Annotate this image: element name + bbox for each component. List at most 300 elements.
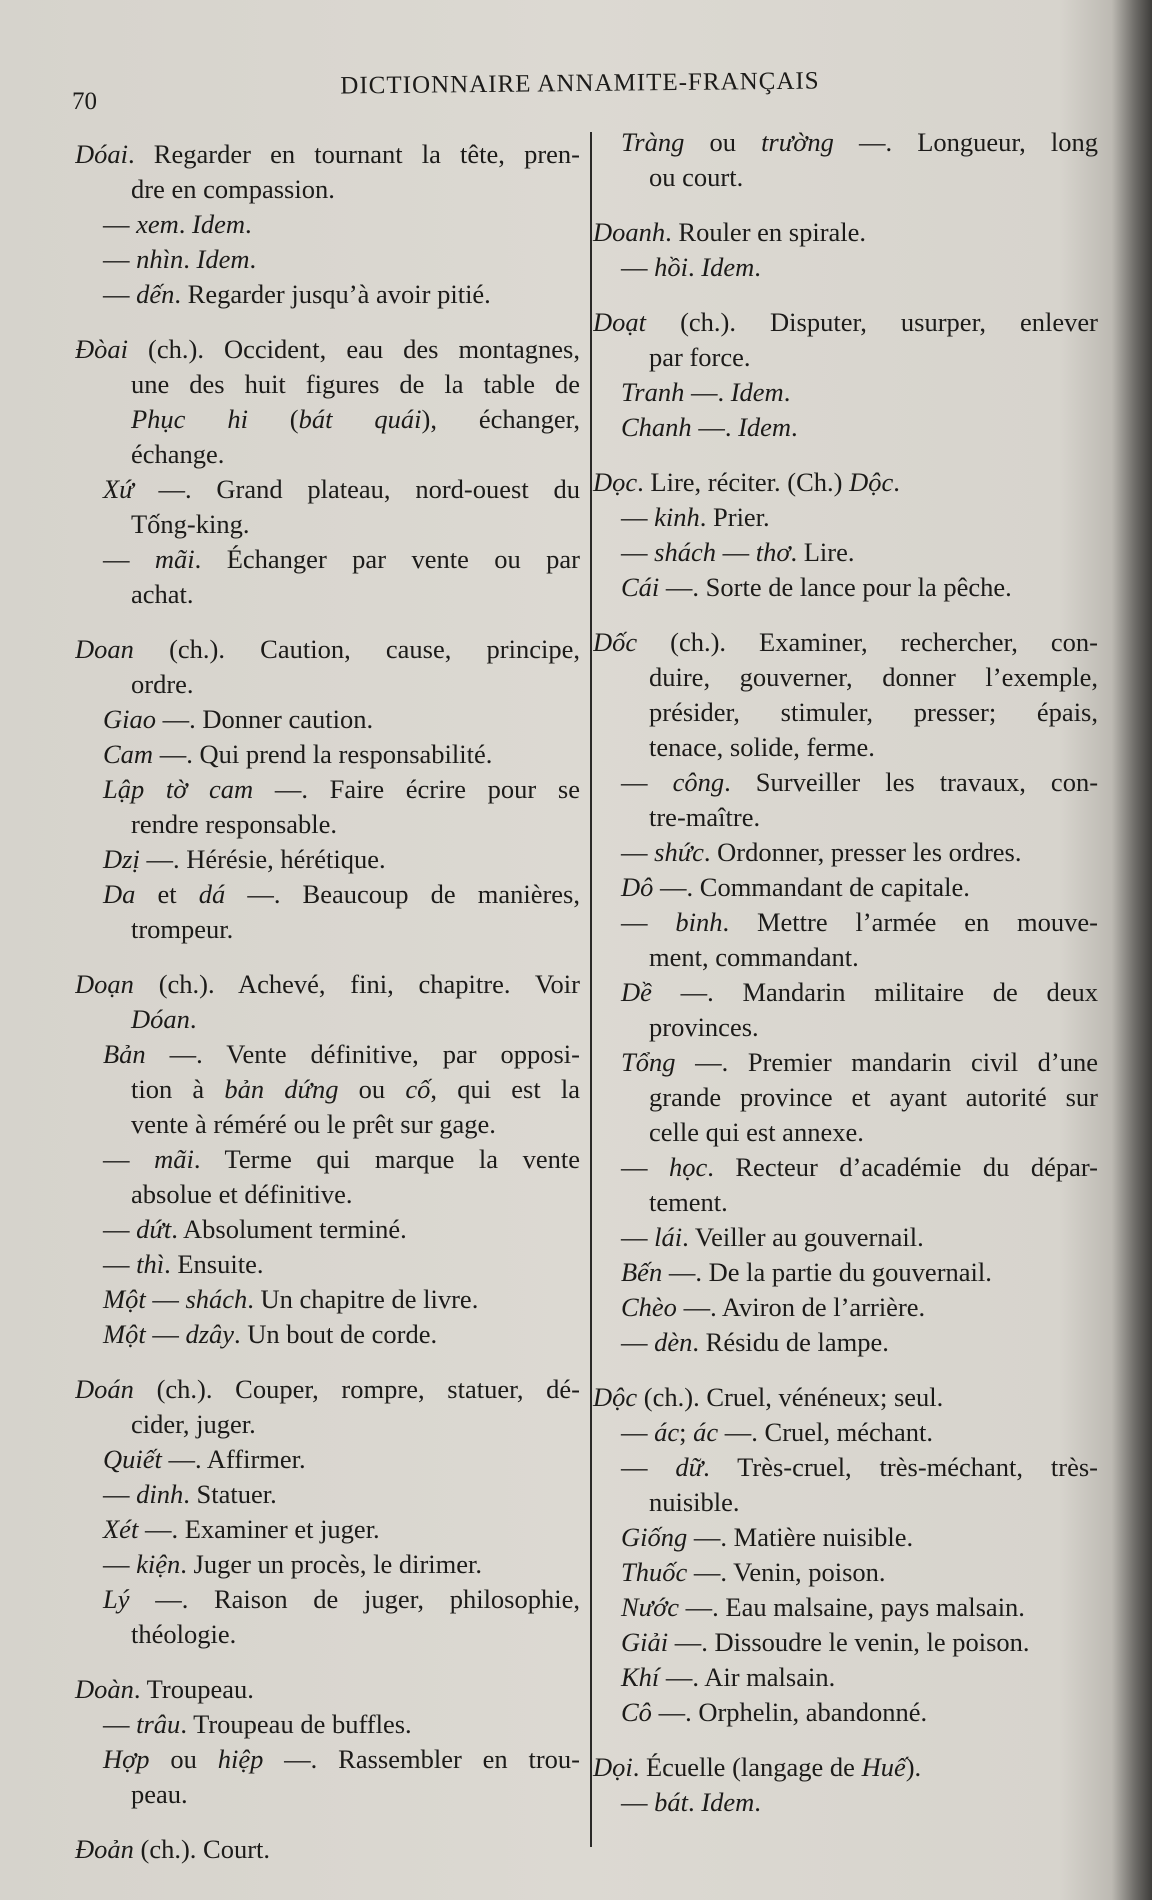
italic-term: dzây xyxy=(185,1319,235,1349)
entry-headword-definition xyxy=(593,305,1098,375)
entry-subdefinition xyxy=(593,570,1098,605)
text-line xyxy=(593,1555,1098,1590)
text-line xyxy=(75,1072,580,1107)
text-segment: (ch.). Disputer, usurper, enlever xyxy=(646,307,1098,337)
dictionary-entry xyxy=(75,1372,580,1652)
text-segment: vente à réméré ou le prêt sur gage. xyxy=(131,1109,496,1139)
text-line xyxy=(75,242,580,277)
text-segment: une des huit figures de la table de xyxy=(131,369,580,399)
italic-term: Lập tờ cam xyxy=(103,774,254,804)
italic-term: Doanh xyxy=(593,217,666,247)
text-segment: présider, stimuler, presser; épais, xyxy=(649,697,1098,727)
text-line xyxy=(593,1450,1098,1485)
entry-subdefinition xyxy=(593,1590,1098,1625)
text-segment: — xyxy=(621,767,673,797)
italic-term: Idem xyxy=(701,252,755,282)
text-segment: . Regarder jusqu’à avoir pitié. xyxy=(174,279,491,309)
italic-term: shách xyxy=(654,537,716,567)
text-line xyxy=(75,1477,580,1512)
entry-subdefinition xyxy=(593,765,1098,835)
text-segment: . Troupeau de buffles. xyxy=(180,1709,412,1739)
text-line xyxy=(75,437,580,472)
text-line xyxy=(593,1520,1098,1555)
text-segment: . Mettre l’armée en mouve- xyxy=(722,907,1098,937)
italic-term: Chèo xyxy=(621,1292,677,1322)
italic-term: Doạn xyxy=(75,969,134,999)
text-segment: rendre responsable. xyxy=(131,809,338,839)
text-line xyxy=(593,835,1098,870)
italic-term: dứt xyxy=(136,1214,172,1244)
italic-term: Một xyxy=(103,1284,146,1314)
entry-subdefinition xyxy=(75,1212,580,1247)
entry-subdefinition xyxy=(593,1415,1098,1450)
text-line xyxy=(75,1442,580,1477)
entry-subdefinition xyxy=(593,1785,1098,1820)
italic-term: công xyxy=(672,767,725,797)
text-segment: ou court. xyxy=(649,162,744,192)
italic-term: Bản xyxy=(103,1039,146,1069)
text-line xyxy=(75,1512,580,1547)
text-segment: —. Donner caution. xyxy=(156,704,374,734)
entry-headword-definition xyxy=(593,215,1098,250)
text-segment: —. Vente définitive, par opposi- xyxy=(145,1039,580,1069)
entry-subdefinition xyxy=(593,1255,1098,1290)
text-segment: dre en compassion. xyxy=(131,174,335,204)
text-segment: . xyxy=(249,244,257,274)
text-segment: . Terme qui marque la vente xyxy=(193,1144,580,1174)
text-line xyxy=(593,465,1098,500)
entry-subdefinition xyxy=(75,1547,580,1582)
entry-subdefinition xyxy=(75,1142,580,1212)
italic-term: Dóan xyxy=(131,1004,190,1034)
text-segment: — xyxy=(103,1144,155,1174)
entry-headword-definition xyxy=(75,1672,580,1707)
text-line xyxy=(75,1212,580,1247)
text-segment: — xyxy=(103,209,137,239)
text-segment: par force. xyxy=(649,342,751,372)
entry-subdefinition xyxy=(75,1707,580,1742)
text-line xyxy=(75,207,580,242)
text-segment: . Ordonner, presser les ordres. xyxy=(703,837,1022,867)
text-segment: — xyxy=(715,537,756,567)
entry-subdefinition xyxy=(75,1282,580,1317)
text-segment: —. Mandarin militaire de deux xyxy=(651,977,1098,1007)
italic-term: nhìn xyxy=(136,244,184,274)
text-segment: Tống-king. xyxy=(131,509,250,539)
text-line xyxy=(593,1695,1098,1730)
dictionary-entry xyxy=(593,305,1098,445)
italic-term: Hợp xyxy=(103,1744,150,1774)
italic-term: thì xyxy=(136,1249,165,1279)
text-segment: —. Faire écrire pour se xyxy=(253,774,580,804)
text-line xyxy=(75,967,580,1002)
text-segment: — xyxy=(145,1319,186,1349)
italic-term: ác xyxy=(693,1417,719,1447)
text-segment: . xyxy=(893,467,900,497)
dictionary-entry xyxy=(593,465,1098,605)
text-segment: . Un chapitre de livre. xyxy=(247,1284,479,1314)
text-segment: —. xyxy=(684,377,731,407)
text-segment: . Lire. xyxy=(790,537,855,567)
text-line xyxy=(593,905,1098,940)
text-line xyxy=(75,542,580,577)
text-line xyxy=(75,137,580,172)
text-line xyxy=(593,1185,1098,1220)
italic-term: Dô xyxy=(621,872,654,902)
entry-subdefinition xyxy=(75,242,580,277)
text-segment: — xyxy=(621,1452,676,1482)
italic-term: Dóai xyxy=(75,139,128,169)
text-segment: —. Air malsain. xyxy=(659,1662,836,1692)
entry-subdefinition xyxy=(75,1317,580,1352)
text-segment: absolue et définitive. xyxy=(131,1179,353,1209)
dictionary-entry xyxy=(593,625,1098,1360)
entry-subdefinition xyxy=(593,1045,1098,1150)
text-line xyxy=(75,1672,580,1707)
entry-subdefinition xyxy=(75,277,580,312)
text-line xyxy=(593,410,1098,445)
italic-term: kiện xyxy=(136,1549,181,1579)
text-segment: —. Cruel, méchant. xyxy=(718,1417,934,1447)
italic-term: cố xyxy=(405,1074,431,1104)
text-line xyxy=(593,1290,1098,1325)
entry-headword-definition xyxy=(593,1750,1098,1785)
text-segment: (ch.). Examiner, rechercher, con- xyxy=(637,627,1098,657)
entry-headword-definition xyxy=(593,465,1098,500)
italic-term: ác xyxy=(654,1417,680,1447)
entry-subdefinition xyxy=(75,1442,580,1477)
text-segment: nuisible. xyxy=(649,1487,740,1517)
entry-subdefinition xyxy=(75,877,580,947)
text-segment: . xyxy=(178,209,193,239)
italic-term: bát xyxy=(654,1787,688,1817)
text-line xyxy=(593,1485,1098,1520)
italic-term: Một xyxy=(103,1319,146,1349)
text-line xyxy=(593,375,1098,410)
text-line xyxy=(593,340,1098,375)
entry-subdefinition xyxy=(593,410,1098,445)
text-line xyxy=(75,667,580,702)
text-segment: —. Eau malsaine, pays malsain. xyxy=(679,1592,1025,1622)
text-segment: . Recteur d’académie du dépar- xyxy=(707,1152,1098,1182)
text-segment: —. Dissoudre le venin, le poison. xyxy=(668,1627,1030,1657)
text-line xyxy=(593,125,1098,160)
text-segment: . Troupeau. xyxy=(133,1674,254,1704)
text-line xyxy=(593,870,1098,905)
dictionary-entry xyxy=(75,1832,580,1867)
italic-term: hiệp xyxy=(217,1744,264,1774)
italic-term: Cái xyxy=(621,572,660,602)
text-segment: — xyxy=(621,537,655,567)
text-segment: . Résidu de lampe. xyxy=(692,1327,889,1357)
text-line xyxy=(75,1372,580,1407)
text-segment: (ch.). Cruel, vénéneux; seul. xyxy=(637,1382,944,1412)
italic-term: dữ xyxy=(675,1452,704,1482)
italic-term: Giao xyxy=(103,704,156,734)
entry-subdefinition xyxy=(593,1625,1098,1660)
text-segment: ( xyxy=(247,404,299,434)
text-line xyxy=(75,367,580,402)
text-line xyxy=(593,730,1098,765)
italic-term: bát quái xyxy=(298,404,422,434)
text-segment: . Absolument terminé. xyxy=(171,1214,407,1244)
italic-term: Tổng xyxy=(621,1047,676,1077)
text-segment: — xyxy=(103,279,137,309)
text-segment: ), échanger, xyxy=(421,404,580,434)
text-segment: — xyxy=(621,1787,655,1817)
italic-term: Phục hi xyxy=(131,404,248,434)
text-line xyxy=(75,842,580,877)
text-line xyxy=(75,332,580,367)
page-number: 70 xyxy=(72,88,97,115)
text-line xyxy=(593,940,1098,975)
entry-headword-definition xyxy=(593,1380,1098,1415)
text-line xyxy=(593,1045,1098,1080)
italic-term: Dọc xyxy=(593,467,638,497)
text-segment: —. Rassembler en trou- xyxy=(263,1744,580,1774)
text-segment: (ch.). Occident, eau des montagnes, xyxy=(128,334,580,364)
text-segment: — xyxy=(621,1222,655,1252)
text-segment: . Surveiller les travaux, con- xyxy=(724,767,1098,797)
column-divider xyxy=(590,132,592,1847)
text-segment: — xyxy=(145,1284,186,1314)
text-segment: . Rouler en spirale. xyxy=(665,217,867,247)
right-column xyxy=(593,125,1098,1840)
text-segment: échange. xyxy=(131,439,225,469)
text-line xyxy=(593,535,1098,570)
text-line xyxy=(593,570,1098,605)
entry-subdefinition xyxy=(593,375,1098,410)
italic-term: Chanh xyxy=(621,412,692,442)
entry-subdefinition xyxy=(75,702,580,737)
text-line xyxy=(75,1177,580,1212)
text-segment: — xyxy=(103,1709,137,1739)
text-segment: . Regarder en tournant la tête, pren- xyxy=(128,139,580,169)
dictionary-entry xyxy=(75,1672,580,1812)
text-segment: —. xyxy=(691,412,739,442)
text-segment: — xyxy=(103,1249,137,1279)
text-segment: —. Premier mandarin civil d’une xyxy=(675,1047,1098,1077)
text-segment: , qui est la xyxy=(430,1074,580,1104)
text-segment: . Prier. xyxy=(699,502,770,532)
italic-term: dèn xyxy=(654,1327,693,1357)
italic-term: Tranh xyxy=(621,377,685,407)
italic-term: dến xyxy=(136,279,175,309)
dictionary-entry xyxy=(593,1380,1098,1730)
text-line xyxy=(593,305,1098,340)
text-line xyxy=(593,1660,1098,1695)
text-line xyxy=(75,1832,580,1867)
text-line xyxy=(593,1010,1098,1045)
text-segment: peau. xyxy=(131,1779,188,1809)
text-segment: —. Commandant de capitale. xyxy=(653,872,970,902)
entry-headword-definition xyxy=(75,1372,580,1442)
italic-term: Da xyxy=(103,879,136,909)
text-line xyxy=(593,1325,1098,1360)
text-line xyxy=(593,765,1098,800)
text-segment: —. Venin, poison. xyxy=(687,1557,886,1587)
text-line xyxy=(593,160,1098,195)
text-segment: —. Orphelin, abandonné. xyxy=(651,1697,928,1727)
entry-subdefinition xyxy=(593,125,1098,195)
entry-subdefinition xyxy=(75,207,580,242)
text-line xyxy=(593,500,1098,535)
text-line xyxy=(75,877,580,912)
text-segment: —. Beaucoup de manières, xyxy=(225,879,580,909)
left-column xyxy=(75,137,580,1887)
text-line xyxy=(75,1617,580,1652)
italic-term: Idem xyxy=(730,377,784,407)
text-segment: . Lire, réciter. (Ch.) xyxy=(637,467,850,497)
text-segment: — xyxy=(103,1214,137,1244)
italic-term: hồi xyxy=(654,252,688,282)
text-segment: . xyxy=(245,209,252,239)
entry-subdefinition xyxy=(75,1477,580,1512)
text-segment: . Échanger par vente ou par xyxy=(194,544,580,574)
text-segment: . xyxy=(783,377,791,407)
text-segment: (ch.). Caution, cause, principe, xyxy=(133,634,580,664)
text-segment: —. Matière nuisible. xyxy=(687,1522,914,1552)
text-line xyxy=(75,402,580,437)
text-segment: . Juger un procès, le dirimer. xyxy=(180,1549,482,1579)
text-line xyxy=(593,250,1098,285)
italic-term: Xứ xyxy=(103,474,134,504)
text-line xyxy=(593,1115,1098,1150)
dictionary-entry xyxy=(593,125,1098,195)
running-title: DICTIONNAIRE ANNAMITE-FRANÇAIS xyxy=(340,67,820,100)
italic-term: Giống xyxy=(621,1522,688,1552)
italic-term: Idem xyxy=(738,412,792,442)
text-segment: achat. xyxy=(131,579,194,609)
text-line xyxy=(75,277,580,312)
text-segment: . Écuelle (langage de xyxy=(632,1752,862,1782)
text-segment: . Un bout de corde. xyxy=(234,1319,438,1349)
entry-subdefinition xyxy=(75,1247,580,1282)
dictionary-entry xyxy=(75,632,580,947)
italic-term: Dzị xyxy=(103,844,140,874)
text-segment: cider, juger. xyxy=(131,1409,256,1439)
text-segment: — xyxy=(103,244,137,274)
italic-term: Đòai xyxy=(75,334,128,364)
text-line xyxy=(593,625,1098,660)
italic-term: Cam xyxy=(103,739,154,769)
text-segment: —. Aviron de l’arrière. xyxy=(676,1292,926,1322)
entry-subdefinition xyxy=(593,500,1098,535)
italic-term: Cô xyxy=(621,1697,652,1727)
text-line xyxy=(75,1142,580,1177)
italic-term: Đoản xyxy=(75,1834,134,1864)
text-line xyxy=(593,660,1098,695)
italic-term: Xét xyxy=(103,1514,139,1544)
italic-term: dinh xyxy=(136,1479,184,1509)
text-segment: — xyxy=(621,837,655,867)
text-line xyxy=(593,1380,1098,1415)
text-line xyxy=(75,1407,580,1442)
text-line xyxy=(593,1590,1098,1625)
text-segment: . xyxy=(688,252,702,282)
italic-term: Huế xyxy=(861,1752,906,1782)
text-line xyxy=(75,1777,580,1812)
text-line xyxy=(75,807,580,842)
italic-term: Dốc xyxy=(593,627,638,657)
italic-term: Quiết xyxy=(103,1444,162,1474)
text-segment: — xyxy=(103,544,155,574)
entry-headword-definition xyxy=(75,632,580,702)
text-segment: ou xyxy=(338,1074,406,1104)
italic-term: shức xyxy=(654,837,704,867)
text-segment: ). xyxy=(905,1752,922,1782)
text-segment: . xyxy=(189,1004,197,1034)
text-line xyxy=(75,472,580,507)
italic-term: xem xyxy=(136,209,179,239)
text-segment: et xyxy=(135,879,199,909)
italic-term: trâu xyxy=(136,1709,181,1739)
dictionary-entry xyxy=(75,967,580,1352)
italic-term: Idem xyxy=(701,1787,755,1817)
text-segment: — xyxy=(621,1417,655,1447)
text-line xyxy=(75,172,580,207)
text-line xyxy=(75,737,580,772)
text-segment: tion à xyxy=(131,1074,225,1104)
text-line xyxy=(75,507,580,542)
text-segment: . Ensuite. xyxy=(164,1249,264,1279)
italic-term: Doan xyxy=(75,634,134,664)
text-line xyxy=(593,800,1098,835)
text-line xyxy=(593,695,1098,730)
text-line xyxy=(593,1080,1098,1115)
text-segment: —. Raison de juger, philosophie, xyxy=(129,1584,580,1614)
text-segment: —. Qui prend la responsabilité. xyxy=(153,739,493,769)
entry-headword-definition xyxy=(75,967,580,1037)
entry-subdefinition xyxy=(593,1290,1098,1325)
italic-term: mãi xyxy=(154,1144,194,1174)
entry-headword-definition xyxy=(75,137,580,207)
text-segment: —. Sorte de lance pour la pêche. xyxy=(659,572,1012,602)
text-line xyxy=(75,1582,580,1617)
text-line xyxy=(593,1415,1098,1450)
entry-subdefinition xyxy=(593,535,1098,570)
entry-subdefinition xyxy=(75,1512,580,1547)
text-segment: — xyxy=(621,1327,655,1357)
text-line xyxy=(75,1002,580,1037)
entry-subdefinition xyxy=(75,737,580,772)
text-line xyxy=(75,1037,580,1072)
text-segment: grande province et ayant autorité sur xyxy=(649,1082,1098,1112)
text-segment: tenace, solide, ferme. xyxy=(649,732,875,762)
entry-subdefinition xyxy=(75,542,580,612)
text-segment: trompeur. xyxy=(131,914,234,944)
italic-term: Nước xyxy=(621,1592,680,1622)
text-segment: — xyxy=(103,1479,137,1509)
text-segment: ment, commandant. xyxy=(649,942,859,972)
italic-term: Khí xyxy=(621,1662,660,1692)
text-segment: provinces. xyxy=(649,1012,759,1042)
text-line xyxy=(593,1785,1098,1820)
text-segment: tement. xyxy=(649,1187,728,1217)
entry-headword-definition xyxy=(593,625,1098,765)
entry-subdefinition xyxy=(75,772,580,842)
text-segment: . xyxy=(791,412,798,442)
italic-term: Giải xyxy=(621,1627,669,1657)
entry-subdefinition xyxy=(593,1220,1098,1255)
entry-subdefinition xyxy=(593,1660,1098,1695)
entry-subdefinition xyxy=(75,842,580,877)
italic-term: trường xyxy=(761,127,834,157)
italic-term: Doàn xyxy=(75,1674,134,1704)
text-line xyxy=(75,1547,580,1582)
entry-subdefinition xyxy=(75,1742,580,1812)
text-segment: —. De la partie du gouvernail. xyxy=(662,1257,992,1287)
